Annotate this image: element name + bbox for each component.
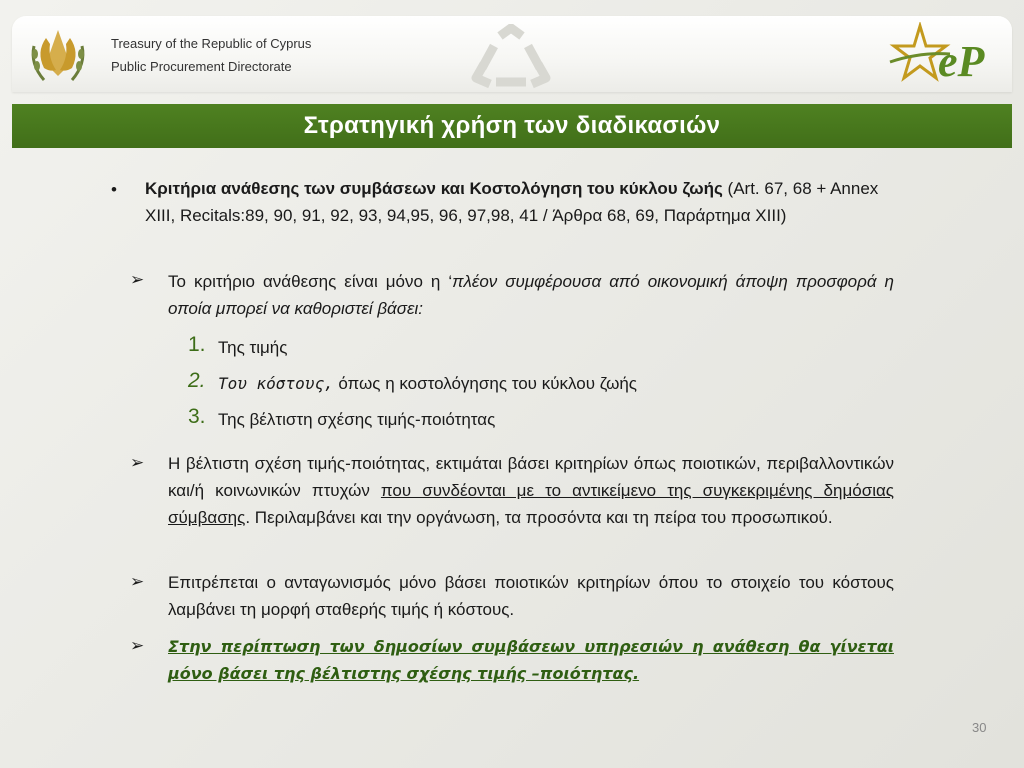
logo-text: eP bbox=[938, 37, 985, 86]
bullet-bold-heading: Κριτήρια ανάθεσης των συμβάσεων και Κοστολόγηση του κύκλου ζωής bbox=[145, 179, 723, 198]
numbered-item-cost bbox=[218, 374, 637, 394]
best-value-underlined: που συνδέονται με το αντικείμενο της συγκεκριμένης δημόσιας σύμβασης bbox=[168, 481, 894, 527]
cost-text: όπως η κοστολόγησης του κύκλου ζωής bbox=[333, 374, 637, 393]
number-3: 3. bbox=[188, 405, 206, 428]
bullet-articles: (Art. 67, 68 + Annex XIII, Recitals:89, 90, 91, 92, 93, 94,95, 96, 97,98, 41 / Άρθρα 68, 69, Παράρτημα XIII) bbox=[145, 179, 879, 225]
arrow-bullet-icon: ➢ bbox=[130, 636, 145, 655]
criterion-text: Το κριτήριο ανάθεσης είναι μόνο η ‘ bbox=[168, 272, 453, 291]
sub-bullet-criterion bbox=[168, 268, 894, 322]
sub-bullet-services: Στην περίπτωση των δημοσίων συμβάσεων υπηρεσιών η ανάθεση θα γίνεται μόνο βάσει της βέλτιστης σχέσης τιμής –ποιότητας. bbox=[168, 637, 894, 683]
bullet-dot-icon: • bbox=[111, 180, 117, 199]
cost-italic: Του κόστους, bbox=[218, 374, 334, 393]
best-value-text-1: Η βέλτιστη σχέση τιμής-ποιότητας, εκτιμάται βάσει κριτηρίων όπως ποιοτικών, περιβαλλοντικών και/ή κοινωνικών πτυχών bbox=[168, 454, 894, 500]
sub-bullet-best-value bbox=[168, 450, 894, 531]
org-line-2: Public Procurement Directorate bbox=[111, 59, 292, 74]
sub-bullet-competition: Επιτρέπεται ο ανταγωνισμός μόνο βάσει ποιοτικών κριτηρίων όπου το στοιχείο του κόστους λαμβάνει τη μορφή σταθερής τιμής ή κόστους. bbox=[168, 573, 894, 619]
bullet-award-criteria bbox=[145, 175, 890, 229]
number-1: 1. bbox=[188, 333, 206, 356]
best-value-text-2: . Περιλαμβάνει και την οργάνωση, τα προσόντα και τη πείρα του προσωπικού. bbox=[245, 508, 833, 527]
org-line-1: Treasury of the Republic of Cyprus bbox=[111, 36, 312, 51]
arrow-bullet-icon: ➢ bbox=[130, 572, 145, 591]
arrow-bullet-icon: ➢ bbox=[130, 270, 145, 289]
page-number: 30 bbox=[972, 720, 987, 735]
criterion-italic: πλέον συμφέρουσα από οικονομική άποψη προσφορά η οποία μπορεί να καθοριστεί βάσει: bbox=[168, 272, 894, 318]
number-2: 2. bbox=[188, 369, 206, 392]
numbered-item-price: Της τιμής bbox=[218, 338, 288, 357]
arrow-bullet-icon: ➢ bbox=[130, 453, 145, 472]
numbered-item-quality: Της βέλτιστη σχέσης τιμής-ποιότητας bbox=[218, 410, 496, 429]
slide-title: Στρατηγική χρήση των διαδικασιών bbox=[12, 104, 1012, 148]
